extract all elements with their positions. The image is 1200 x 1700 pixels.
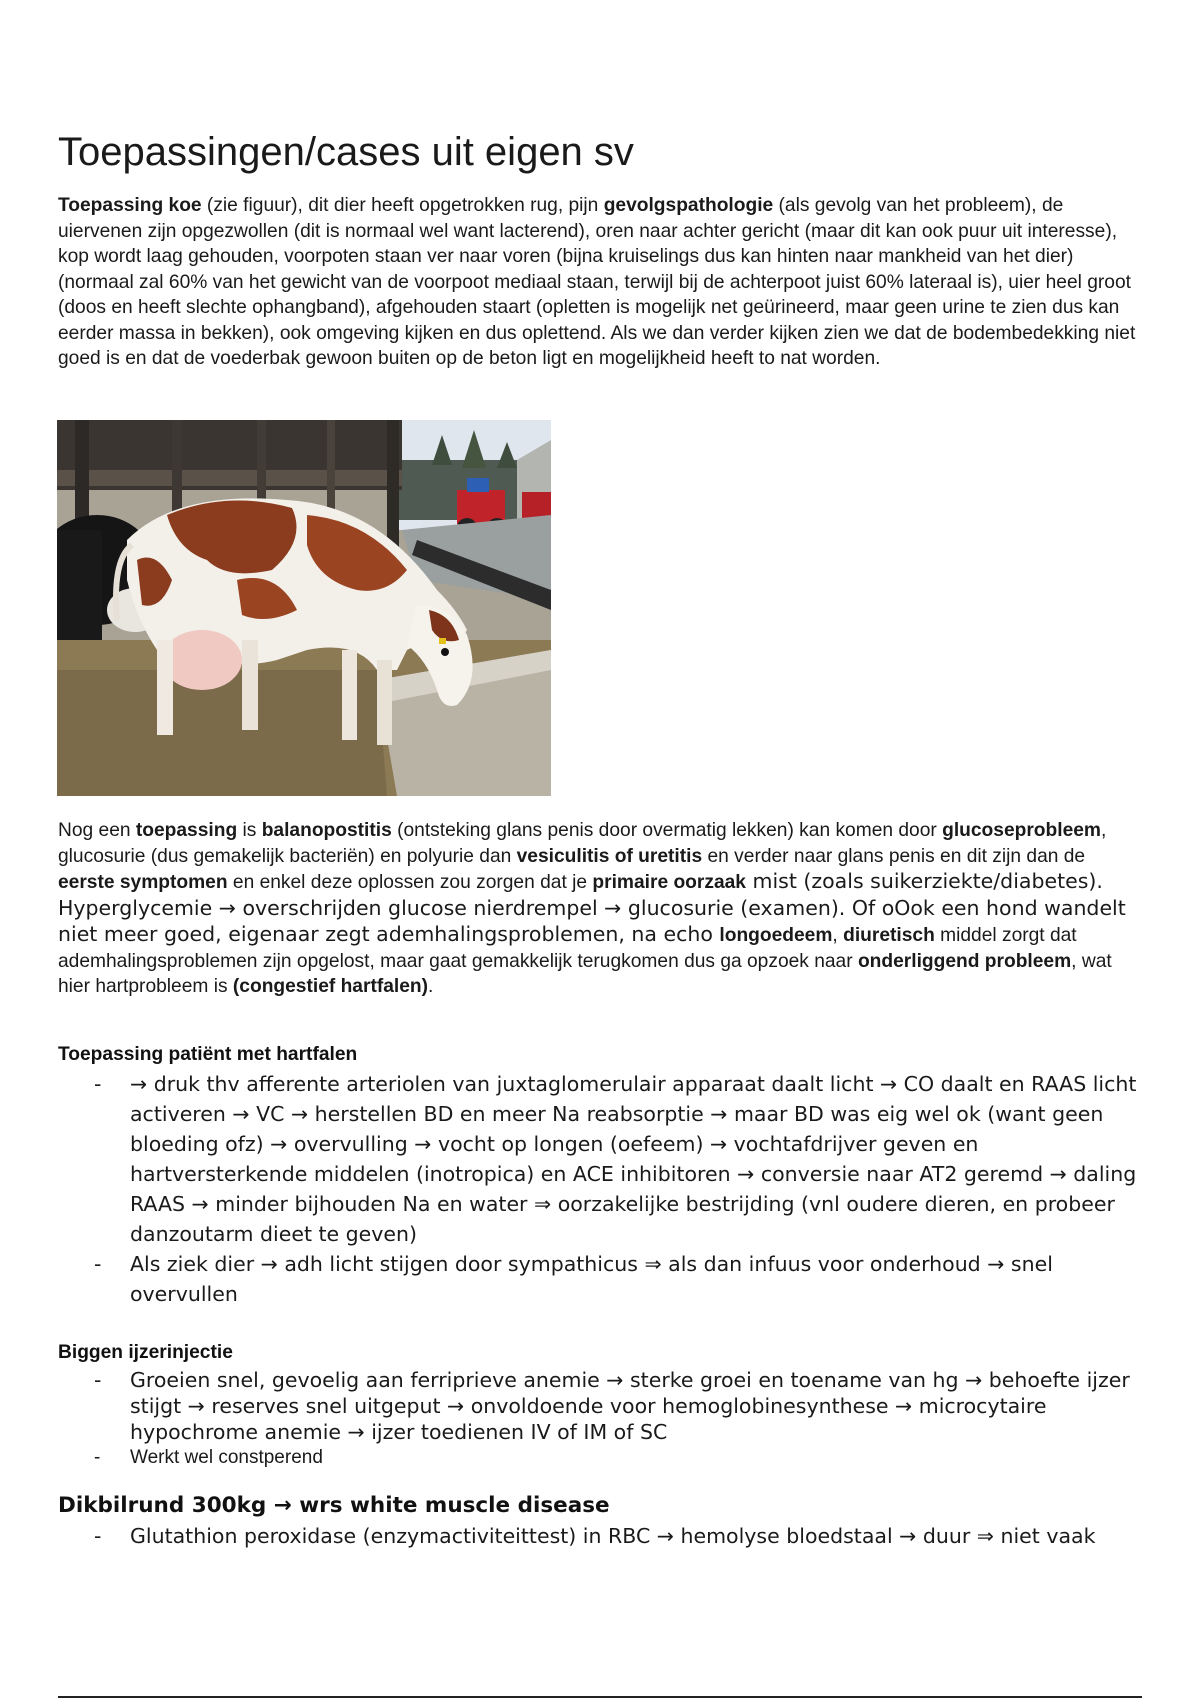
footer-divider: [58, 1696, 1142, 1698]
text-span: mist (zoals suikerziekte/diabetes). Hyperglycemie → overschrijden glucose nierdrempel → glucosurie (examen). Of oOok een hond wandelt niet meer goed, eigenaar zegt ademhalingsproblemen, na echo: [58, 869, 1126, 946]
list-item: [58, 1445, 1148, 1471]
text-span: (zie figuur), dit dier heeft opgetrokken rug, pijn: [201, 195, 604, 216]
text-span: (als gevolg van het probleem), de uiervenen zijn opgezwollen (dit is normaal wel want lacterend), oren naar achter gericht (maar dit kan ook puur uit interesse), kop wordt laag gehouden, voorpoten staan ver naar voren (bijna kruiselings dus kan hinten naar mankheid van het dier) (normaal zal 60% van het gewicht van de voorpoot mediaal staan, terwijl bij de achterpoot juist 60% lateraal is), uier heel groot (doos en heeft slechte ophangband), afgehouden staart (opletten is mogelijk net geürineerd, maar geen urine te zien dus kan eerder massa in bekken), ook omgeving kijken en dus oplettend. Als we dan verder kijken zien we dat de bodembedekking niet goed is en dat de voederbak gewoon buiten op de beton ligt en mogelijkheid heeft to nat worden.: [58, 195, 1136, 369]
bold-term: (congestief hartfalen): [232, 976, 429, 997]
text-span: (ontsteking glans penis door overmatig lekken) kan komen door: [391, 820, 943, 841]
bold-term: toepassing: [135, 820, 238, 841]
heading-biggen: Biggen ijzerinjectie: [58, 1342, 233, 1363]
list-item-text: Als ziek dier → adh licht stijgen door sympathicus ⇒ als dan infuus voor onderhoud → snel overvullen: [130, 1252, 1053, 1306]
list-hartfalen: [58, 1069, 1148, 1309]
heading-dikbilrund: Dikbilrund 300kg → wrs white muscle disease: [58, 1493, 610, 1518]
heading-hartfalen: Toepassing patiënt met hartfalen: [58, 1044, 358, 1065]
list-item: [58, 1249, 1148, 1309]
label-toepassing-koe: Toepassing koe: [58, 195, 202, 216]
text-span: is: [237, 820, 262, 841]
bold-term: primaire oorzaak: [592, 872, 746, 893]
list-item: [58, 1367, 1148, 1445]
text-span: ,: [832, 925, 844, 946]
paragraph-toepassing-koe: [58, 193, 1142, 372]
bold-term: gevolgspathologie: [603, 195, 774, 216]
text-span: , glucosurie (dus gemakelijk bacteriën) en polyurie dan: [58, 820, 1107, 867]
bold-term: vesiculitis of uretitis: [516, 845, 703, 867]
text-span: , wat hier hartprobleem is: [58, 950, 1112, 997]
bold-term: longoedeem: [719, 925, 833, 946]
list-item-text: Glutathion peroxidase (enzymactiviteittest) in RBC → hemolyse bloedstaal → duur ⇒ niet vaak: [130, 1524, 1096, 1548]
bold-term: diuretisch: [843, 925, 935, 946]
text-span: middel zorgt dat ademhalingsproblemen zijn opgelost, maar gaat gemakkelijk terugkomen dus ga opzoek naar: [58, 925, 1077, 972]
page-title: Toepassingen/cases uit eigen sv: [58, 130, 634, 174]
list-dikbilrund: [58, 1523, 1148, 1549]
text-span: .: [428, 976, 434, 997]
list-item: [58, 1523, 1148, 1549]
bold-term: onderliggend probleem: [857, 950, 1072, 972]
bullet-marker: -: [94, 1072, 102, 1096]
list-item-text: Groeien snel, gevoelig aan ferriprieve anemie → sterke groei en toename van hg → behoefte ijzer stijgt → reserves snel uitgeput → onvoldoende voor hemoglobinesynthese → microcytaire hypochrome anemie → ijzer toedienen IV of IM of SC: [130, 1368, 1130, 1444]
bold-term: balanopostitis: [261, 820, 392, 841]
bullet-marker: -: [94, 1368, 102, 1392]
list-biggen: [58, 1367, 1148, 1471]
list-item-text: Werkt wel constperend: [130, 1447, 323, 1468]
list-item: [58, 1069, 1148, 1249]
cow-photo: [57, 420, 551, 796]
bullet-marker: -: [94, 1447, 101, 1468]
bold-term: eerste symptomen: [58, 872, 228, 893]
list-item-text: → druk thv afferente arteriolen van juxtaglomerulair apparaat daalt licht → CO daalt en RAAS licht activeren → VC → herstellen BD en meer Na reabsorptie → maar BD was eig wel ok (want geen bloeding ofz) → overvulling → vocht op longen (oefeem) → vochtafdrijver geven en hartversterkende middelen (inotropica) en ACE inhibitoren → conversie naar AT2 geremd → daling RAAS → minder bijhouden Na en water ⇒ oorzakelijke bestrijding (vnl oudere dieren, en probeer danzoutarm dieet te geven): [130, 1072, 1137, 1246]
bullet-marker: -: [94, 1524, 102, 1548]
bold-term: glucoseprobleem: [942, 820, 1101, 841]
text-span: Nog een: [58, 820, 136, 841]
bullet-marker: -: [94, 1252, 102, 1276]
text-span: en enkel deze oplossen zou zorgen dat je: [227, 872, 593, 893]
paragraph-balanopostitis: [58, 818, 1142, 1000]
text-span: en verder naar glans penis en dit zijn dan de: [702, 845, 1086, 867]
